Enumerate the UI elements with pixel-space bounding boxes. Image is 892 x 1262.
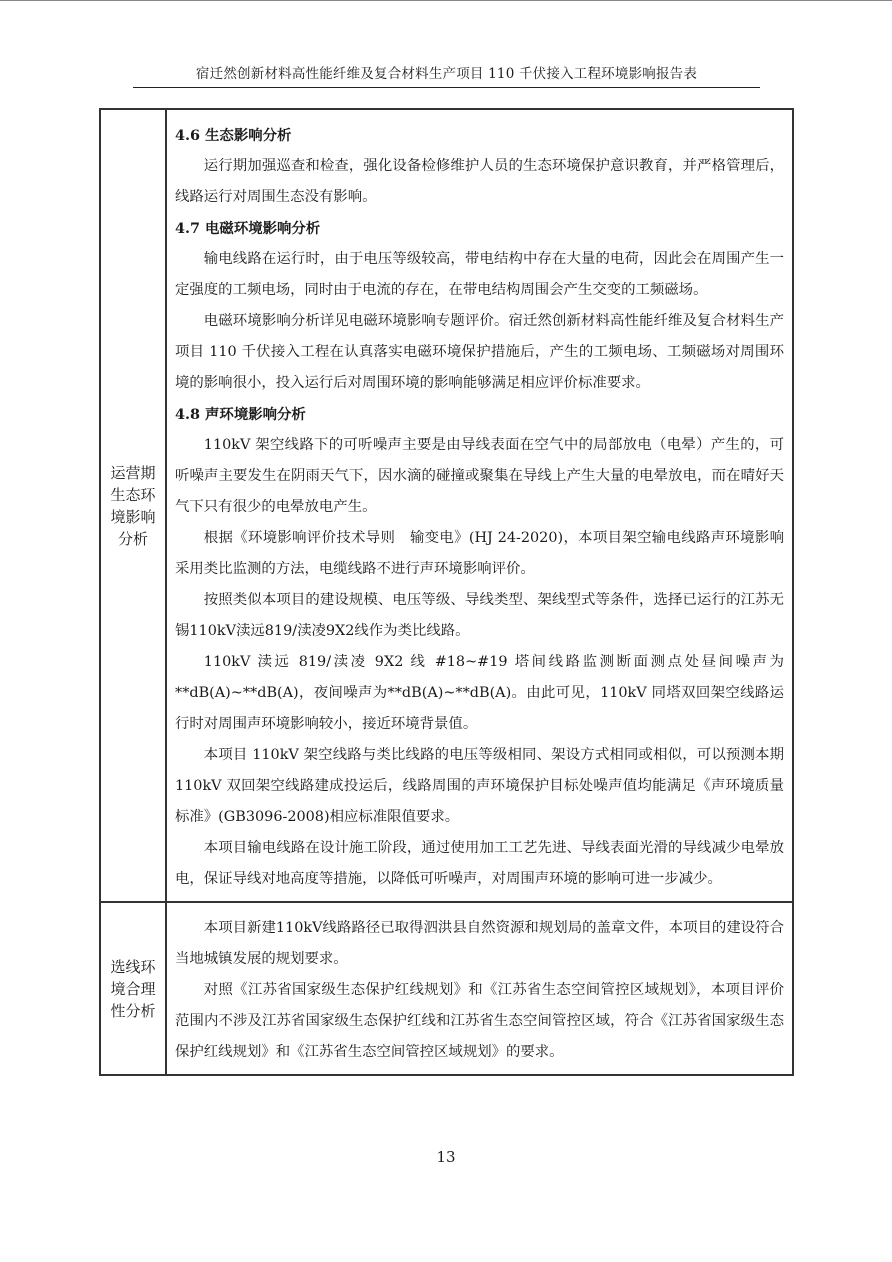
body-paragraph: 本项目输电线路在设计施工阶段，通过使用加工工艺先进、导线表面光滑的导线减少电晕放电，保证导线对地高度等措施，以降低可听噪声，对周围声环境的影响可进一步减少。 xyxy=(175,840,784,887)
body-paragraph: 电磁环境影响分析详见电磁环境影响专题评价。宿迁然创新材料高性能纤维及复合材料生产项目 110 千伏接入工程在认真落实电磁环境保护措施后，产生的工频电场、工频磁场对周围环境的影响很小，投入运行后对周围环境的影响能够满足相应评价标准要求。 xyxy=(175,313,784,391)
body-paragraph: 运行期加强巡查和检查，强化设备检修维护人员的生态环境保护意识教育，并严格管理后，线路运行对周围生态没有影响。 xyxy=(175,158,784,205)
report-table xyxy=(99,108,794,1076)
section-heading: 4.7 电磁环境影响分析 xyxy=(175,220,321,237)
operation-section-label: 运营期生态环境影响分析 xyxy=(100,109,166,902)
body-paragraph: 根据《环境影响评价技术导则 输变电》(HJ 24-2020)，本项目架空输电线路声环境影响采用类比监测的方法，电缆线路不进行声环境影响评价。 xyxy=(175,530,784,577)
section-heading: 4.6 生态影响分析 xyxy=(175,127,292,144)
body-paragraph: 对照《江苏省国家级生态保护红线规划》和《江苏省生态空间管控区域规划》，本项目评价范围内不涉及江苏省国家级生态保护红线和江苏省生态空间管控区域，符合《江苏省国家级生态保护红线规划》和《江苏省生态空间管控区域规划》的要求。 xyxy=(175,982,784,1060)
operation-row xyxy=(100,109,793,902)
body-paragraph: 本项目 110kV 架空线路与类比线路的电压等级相同、架设方式相同或相似，可以预测本期 110kV 双回架空线路建成投运后，线路周围的声环境保护目标处噪声值均能满足《声环境质量标准》(GB3096-2008)相应标准限值要求。 xyxy=(175,747,784,825)
body-paragraph: 按照类似本项目的建设规模、电压等级、导线类型、架线型式等条件，选择已运行的江苏无锡110kV渎远819/渎凌9X2线作为类比线路。 xyxy=(175,592,784,639)
body-paragraph: 本项目新建110kV线路路径已取得泗洪县自然资源和规划局的盖章文件，本项目的建设符合当地城镇发展的规划要求。 xyxy=(175,920,784,967)
operation-blocks xyxy=(175,118,784,895)
route-row xyxy=(100,902,793,1075)
section-heading: 4.8 声环境影响分析 xyxy=(175,406,306,423)
body-paragraph: 110kV 架空线路下的可听噪声主要是由导线表面在空气中的局部放电（电晕）产生的，可听噪声主要发生在阴雨天气下，因水滴的碰撞或聚集在导线上产生大量的电晕放电，而在晴好天气下只有很少的电晕放电产生。 xyxy=(175,437,784,515)
page-header: 宿迁然创新材料高性能纤维及复合材料生产项目 110 千伏接入工程环境影响报告表 xyxy=(133,62,760,88)
body-paragraph: 输电线路在运行时，由于电压等级较高，带电结构中存在大量的电荷，因此会在周围产生一定强度的工频电场，同时由于电流的存在，在带电结构周围会产生交变的工频磁场。 xyxy=(175,251,784,298)
body-paragraph: 110kV 渎远 819/渎凌 9X2 线 #18~#19 塔间线路监测断面测点处昼间噪声为 **dB(A)~**dB(A)，夜间噪声为**dB(A)~**dB(A)。由此可见，110kV 同塔双回架空线路运行时对周围声环境影响较小，接近环境背景值。 xyxy=(175,654,784,732)
top-border-line xyxy=(0,0,892,1)
route-blocks xyxy=(175,911,784,1068)
operation-section-content xyxy=(166,109,793,902)
route-section-label: 选线环境合理性分析 xyxy=(100,902,166,1075)
route-section-content xyxy=(166,902,793,1075)
page-number: 13 xyxy=(436,1148,456,1166)
